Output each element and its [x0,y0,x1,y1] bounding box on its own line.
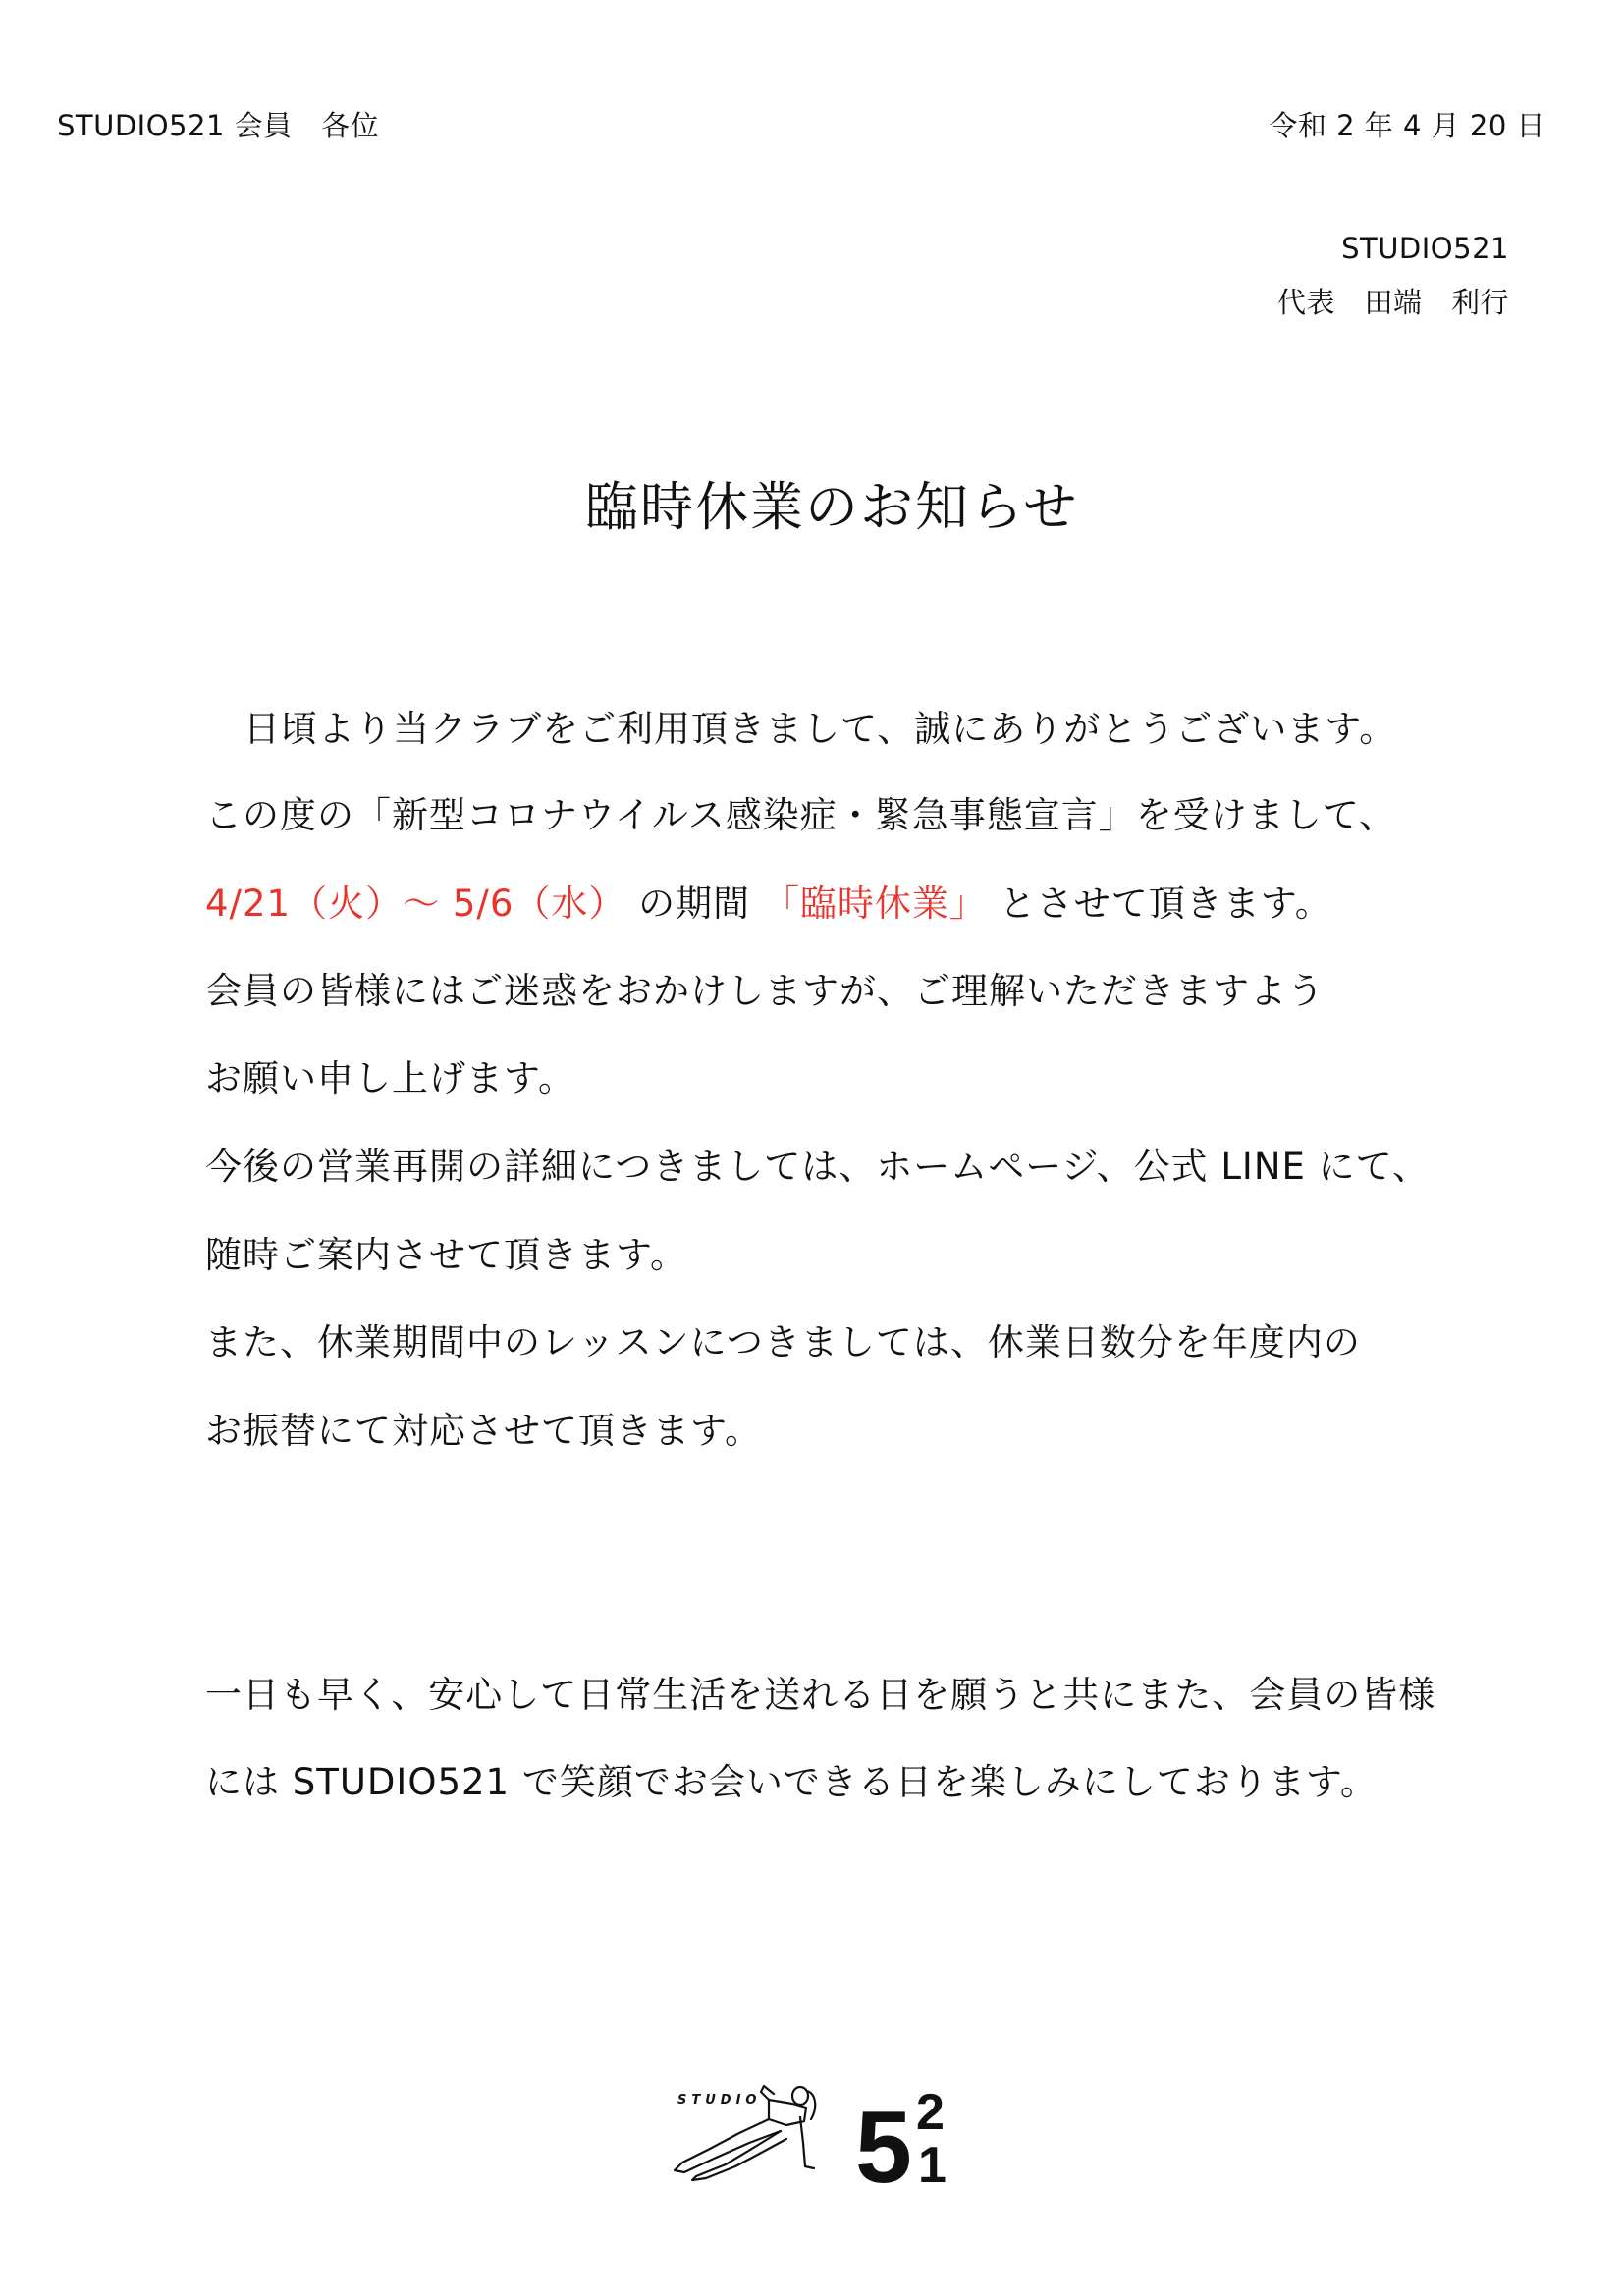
body-line-3-mid: の期間 [638,882,751,925]
logo-digit-2: 2 [916,2084,945,2141]
closure-label: 「臨時休業」 [762,882,987,925]
body-line-2: この度の「新型コロナウイルス感染症・緊急事態宣言」を受けまして、 [205,794,1397,836]
body-line-6: 今後の営業再開の詳細につきましては、ホームページ、公式 LINE にて、 [205,1146,1430,1188]
closing-line-2: には STUDIO521 で笑顔でお会いできる日を楽しみにしております。 [205,1761,1378,1803]
closure-period: 4/21（火）～ 5/6（水） [205,882,626,925]
logo-digit-1: 1 [918,2137,947,2192]
closing-line-1: 一日も早く、安心して日常生活を送れる日を願うと共にまた、会員の皆様 [205,1674,1436,1716]
body-line-9: お振替にて対応させて頂きます。 [205,1410,763,1452]
body-line-7: 随時ご案内させて頂きます。 [205,1234,688,1276]
body-line-4: 会員の皆様にはご迷惑をおかけしますが、ご理解いただきますよう [205,970,1325,1012]
page-title: 臨時休業のお知らせ [585,476,1079,538]
recipient-line: STUDIO521 会員 各位 [57,109,380,142]
body-line-5: お願い申し上げます。 [205,1057,576,1099]
issue-date: 令和 2 年 4 月 20 日 [1269,109,1545,142]
body-line-8: また、休業期間中のレッスンにつきましては、休業日数分を年度内の [205,1321,1361,1363]
body-line-3 [205,874,1332,927]
body-line-1: 日頃より当クラブをご利用頂きまして、誠にありがとうございます。 [244,708,1397,750]
logo-digit-5: 5 [855,2091,912,2192]
studio521-logo [671,2074,985,2192]
sender-name: 代表 田端 利行 [1276,286,1509,319]
sender-org: STUDIO521 [1341,232,1509,265]
body-line-3-end: とさせて頂きます。 [999,882,1332,925]
logo-studio-text: STUDIO [677,2093,762,2108]
